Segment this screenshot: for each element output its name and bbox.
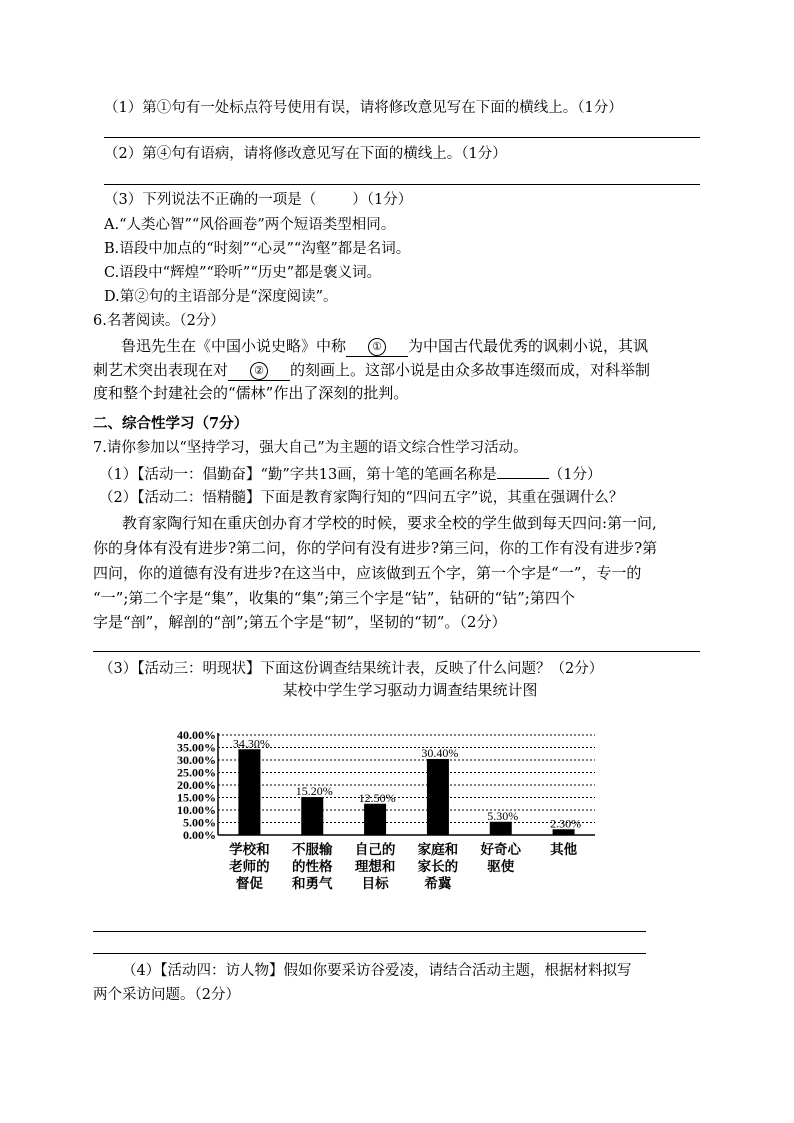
passage-line: 字是“剖”，解剖的“剖”;第五个字是“韧”，坚韧的“韧”。（2分） xyxy=(93,613,507,631)
q5-part3-score: ）（1分） xyxy=(352,192,413,208)
circled-number: ① xyxy=(368,338,386,356)
option-d: D.第②句的主语部分是“深度阅读”。 xyxy=(104,289,338,305)
y-tick-label: 0.00% xyxy=(183,828,216,842)
category-label: 不服输 xyxy=(292,842,333,857)
answer-line[interactable] xyxy=(104,137,700,138)
q5-part1-prompt: （1）第①句有一处标点符号使用有误，请将修改意见写在下面的横线上。（1分） xyxy=(104,100,623,116)
q6-text: 刺艺术突出表现在对 xyxy=(93,361,229,379)
category-label: 家庭和 xyxy=(417,842,459,857)
category-label: 和勇气 xyxy=(292,876,333,891)
bar xyxy=(238,749,260,835)
category-label: 老师的 xyxy=(229,859,270,874)
circled-number: ② xyxy=(250,362,268,380)
q7-prompt: 7.请你参加以“坚持学习，强大自己”为主题的语文综合性学习活动。 xyxy=(93,440,528,456)
passage-line: 四问，你的道德有没有进步?在这当中，应该做到五个字，第一个字是“一”，专一的 xyxy=(93,564,642,582)
q6-title: 6.名著阅读。（2分） xyxy=(93,313,225,329)
option-a: A.“人类心智”“风俗画卷”两个短语类型相同。 xyxy=(104,217,396,233)
data-label: 12.50% xyxy=(358,790,396,805)
stroke-name-blank[interactable] xyxy=(497,466,549,479)
category-label: 好奇心 xyxy=(480,842,521,857)
bar xyxy=(490,822,512,835)
y-tick-label: 40.00% xyxy=(177,728,216,742)
y-tick-label: 10.00% xyxy=(177,803,216,817)
bar xyxy=(301,797,323,835)
activity4-prompt-cont: 两个采访问题。（2分） xyxy=(93,987,240,1003)
survey-bar-chart xyxy=(140,682,620,892)
fill-blank-1[interactable] xyxy=(346,338,408,357)
data-label: 2.30% xyxy=(550,816,582,831)
answer-line[interactable] xyxy=(93,953,646,954)
category-label: 希冀 xyxy=(424,876,452,891)
answer-line[interactable] xyxy=(104,184,700,185)
activity4-prompt: （4）【活动四：访人物】假如你要采访谷爱凌，请结合活动主题，根据材料拟写 xyxy=(122,963,632,979)
q6-text: 为中国古代最优秀的讽刺小说，其讽 xyxy=(408,337,649,355)
chart-title: 某校中学生学习驱动力调查结果统计图 xyxy=(282,683,538,699)
category-label: 家长的 xyxy=(417,859,459,874)
activity1-text: （1）【活动一：倡勤奋】“勤”字共13画，第十笔的笔画名称是 xyxy=(99,467,497,483)
y-tick-label: 20.00% xyxy=(177,778,216,792)
answer-line[interactable] xyxy=(93,651,700,652)
y-tick-label: 25.00% xyxy=(177,765,216,780)
q6-text: 鲁迅先生在《中国小说史略》中称 xyxy=(121,337,347,355)
category-label: 自己的 xyxy=(354,842,396,857)
answer-line[interactable] xyxy=(93,931,646,932)
data-label: 34.30% xyxy=(232,736,270,751)
activity1 xyxy=(99,466,601,483)
bar xyxy=(364,804,386,835)
category-label: 目标 xyxy=(361,876,389,891)
passage-line: 你的身体有没有进步?第二问，你的学问有没有进步?第三问，你的工作有没有进步?第 xyxy=(93,539,658,557)
section-heading: 二、综合性学习（7分） xyxy=(93,415,249,432)
data-label: 15.20% xyxy=(295,784,333,798)
y-tick-label: 15.00% xyxy=(177,790,216,805)
bar xyxy=(427,759,449,835)
category-label: 其他 xyxy=(550,842,578,857)
data-label: 5.30% xyxy=(487,808,519,823)
category-label: 驱使 xyxy=(487,859,515,874)
activity2-prompt: （2）【活动二：悟精髓】下面是教育家陶行知的“四问五字”说，其重在强调什么？ xyxy=(99,490,624,506)
q5-part2-prompt: （2）第④句有语病，请将修改意见写在下面的横线上。（1分） xyxy=(104,146,507,162)
category-label: 学校和 xyxy=(229,842,270,857)
q5-part3-prompt xyxy=(104,193,412,208)
activity1-score: （1分） xyxy=(548,467,602,483)
fill-blank-2[interactable] xyxy=(228,362,290,381)
category-label: 理想和 xyxy=(354,859,396,874)
category-label: 的性格 xyxy=(292,859,333,874)
q5-part3-text: （3）下列说法不正确的一项是（ xyxy=(104,192,317,208)
passage-line: 教育家陶行知在重庆创办育才学校的时候，要求全校的学生做到每天四问:第一问, xyxy=(122,514,657,532)
q6-line2 xyxy=(93,362,650,381)
y-tick-label: 30.00% xyxy=(177,753,216,767)
q6-line3: 度和整个封建社会的“儒林”作出了深刻的批判。 xyxy=(93,384,409,402)
activity3-prompt: （3）【活动三：明现状】下面这份调查结果统计表，反映了什么问题？（2分） xyxy=(99,661,604,677)
y-tick-label: 5.00% xyxy=(183,815,216,830)
category-label: 督促 xyxy=(235,876,263,891)
q6-text: 的刻画上。这部小说是由众多故事连缀而成，对科举制 xyxy=(290,361,651,379)
passage-line: “一”;第二个字是“集”，收集的“集”;第三个字是“钻”，钻研的“钻”;第四个 xyxy=(93,589,575,607)
q6-line1 xyxy=(121,338,648,357)
option-c: C.语段中“辉煌”“聆听”“历史”都是褒义词。 xyxy=(104,265,382,281)
option-b: B.语段中加点的“时刻”“心灵”“沟壑”都是名词。 xyxy=(104,241,411,257)
y-tick-label: 35.00% xyxy=(177,740,216,755)
data-label: 30.40% xyxy=(421,746,459,760)
